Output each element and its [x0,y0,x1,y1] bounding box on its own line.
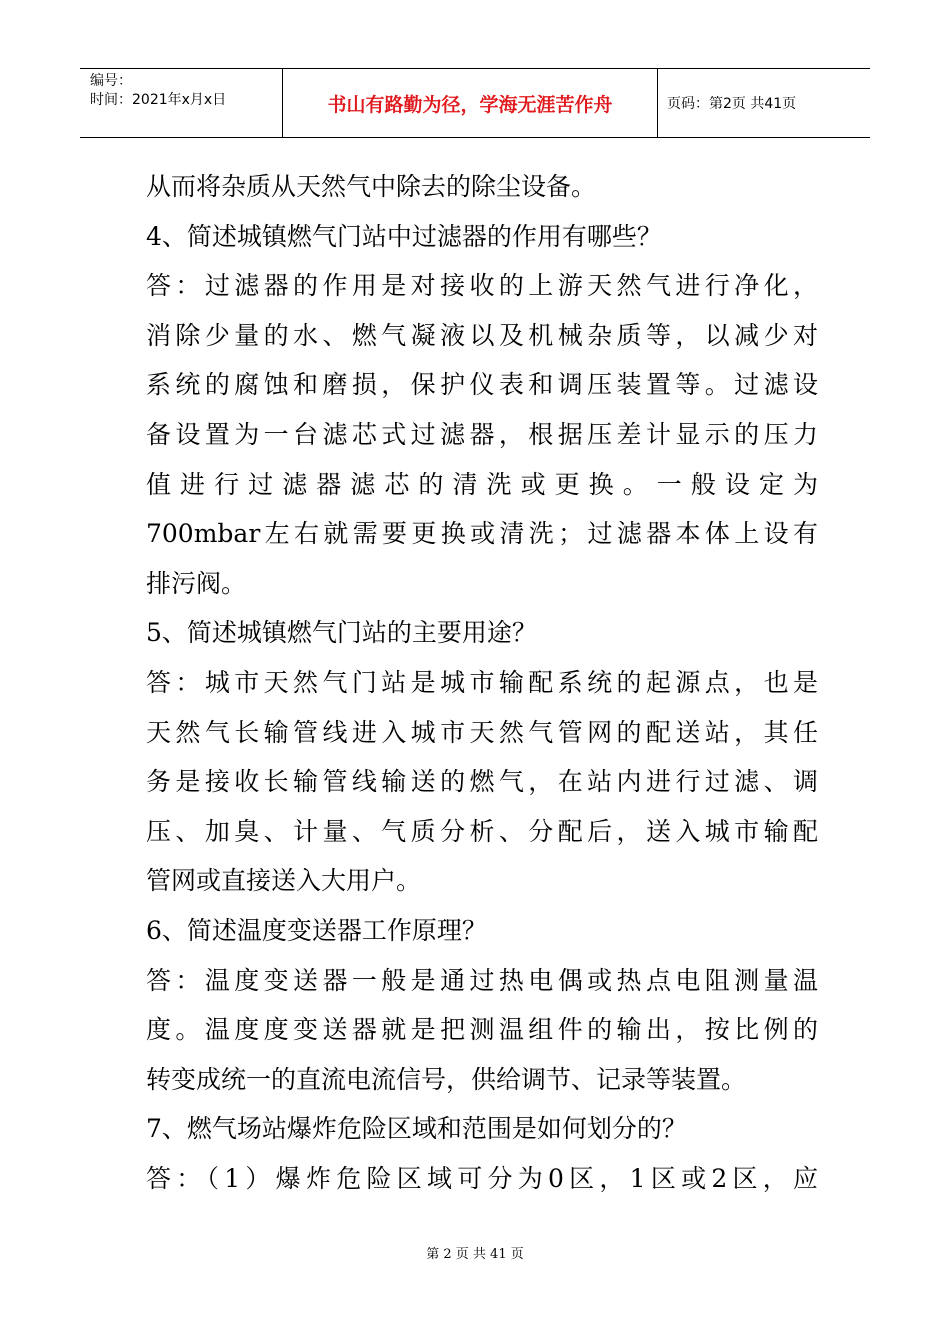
body-line: 备设置为一台滤芯式过滤器，根据压差计显示的压力 [146,419,818,449]
document-number-label: 编号： [90,73,132,89]
body-line: 答：城市天然气门站是城市输配系统的起源点，也是 [146,667,818,697]
document-body [146,162,818,1203]
header-motto-cell [282,69,658,137]
body-line: 7、燃气场站爆炸危险区域和范围是如何划分的？ [146,1114,687,1144]
page-header [80,68,870,138]
body-line: 5、简述城镇燃气门站的主要用途？ [146,618,537,648]
header-info-cell [80,69,282,137]
body-line: 排污阀。 [146,568,247,598]
body-line: 700mbar左右就需要更换或清洗；过滤器本体上设有 [146,519,818,549]
document-time-label: 时间：2021年x月x日 [90,92,227,108]
header-page-cell [657,69,870,137]
body-line: 务是接收长输管线输送的燃气，在站内进行过滤、调 [146,767,818,797]
header-page-info: 页码：第2页 共41页 [667,96,797,112]
body-line: 值进行过滤器滤芯的清洗或更换。一般设定为 [146,469,818,499]
body-line: 6、简述温度变送器工作原理？ [146,915,487,945]
body-line: 转变成统一的直流电流信号，供给调节、记录等装置。 [146,1064,747,1094]
body-line: 答：过滤器的作用是对接收的上游天然气进行净化， [146,271,818,301]
body-line: 从而将杂质从天然气中除去的除尘设备。 [146,172,597,201]
page-footer: 第 2 页 共 41 页 [426,1247,524,1262]
body-line: 答：（1）爆炸危险区域可分为0区，1区或2区，应 [146,1163,818,1193]
body-line: 管网或直接送入大用户。 [146,866,422,896]
body-line: 度。温度度变送器就是把测温组件的输出，按比例的 [146,1015,818,1045]
body-line: 系统的腐蚀和磨损，保护仪表和调压装置等。过滤设 [146,370,818,400]
body-line: 答：温度变送器一般是通过热电偶或热点电阻测量温 [146,965,818,995]
header-motto: 书山有路勤为径，学海无涯苦作舟 [327,94,613,116]
body-line: 4、简述城镇燃气门站中过滤器的作用有哪些？ [146,221,662,251]
body-line: 压、加臭、计量、气质分析、分配后，送入城市输配 [146,816,818,846]
body-line: 消除少量的水、燃气凝液以及机械杂质等，以减少对 [146,320,818,350]
body-line: 天然气长输管线进入城市天然气管网的配送站，其任 [146,717,818,747]
